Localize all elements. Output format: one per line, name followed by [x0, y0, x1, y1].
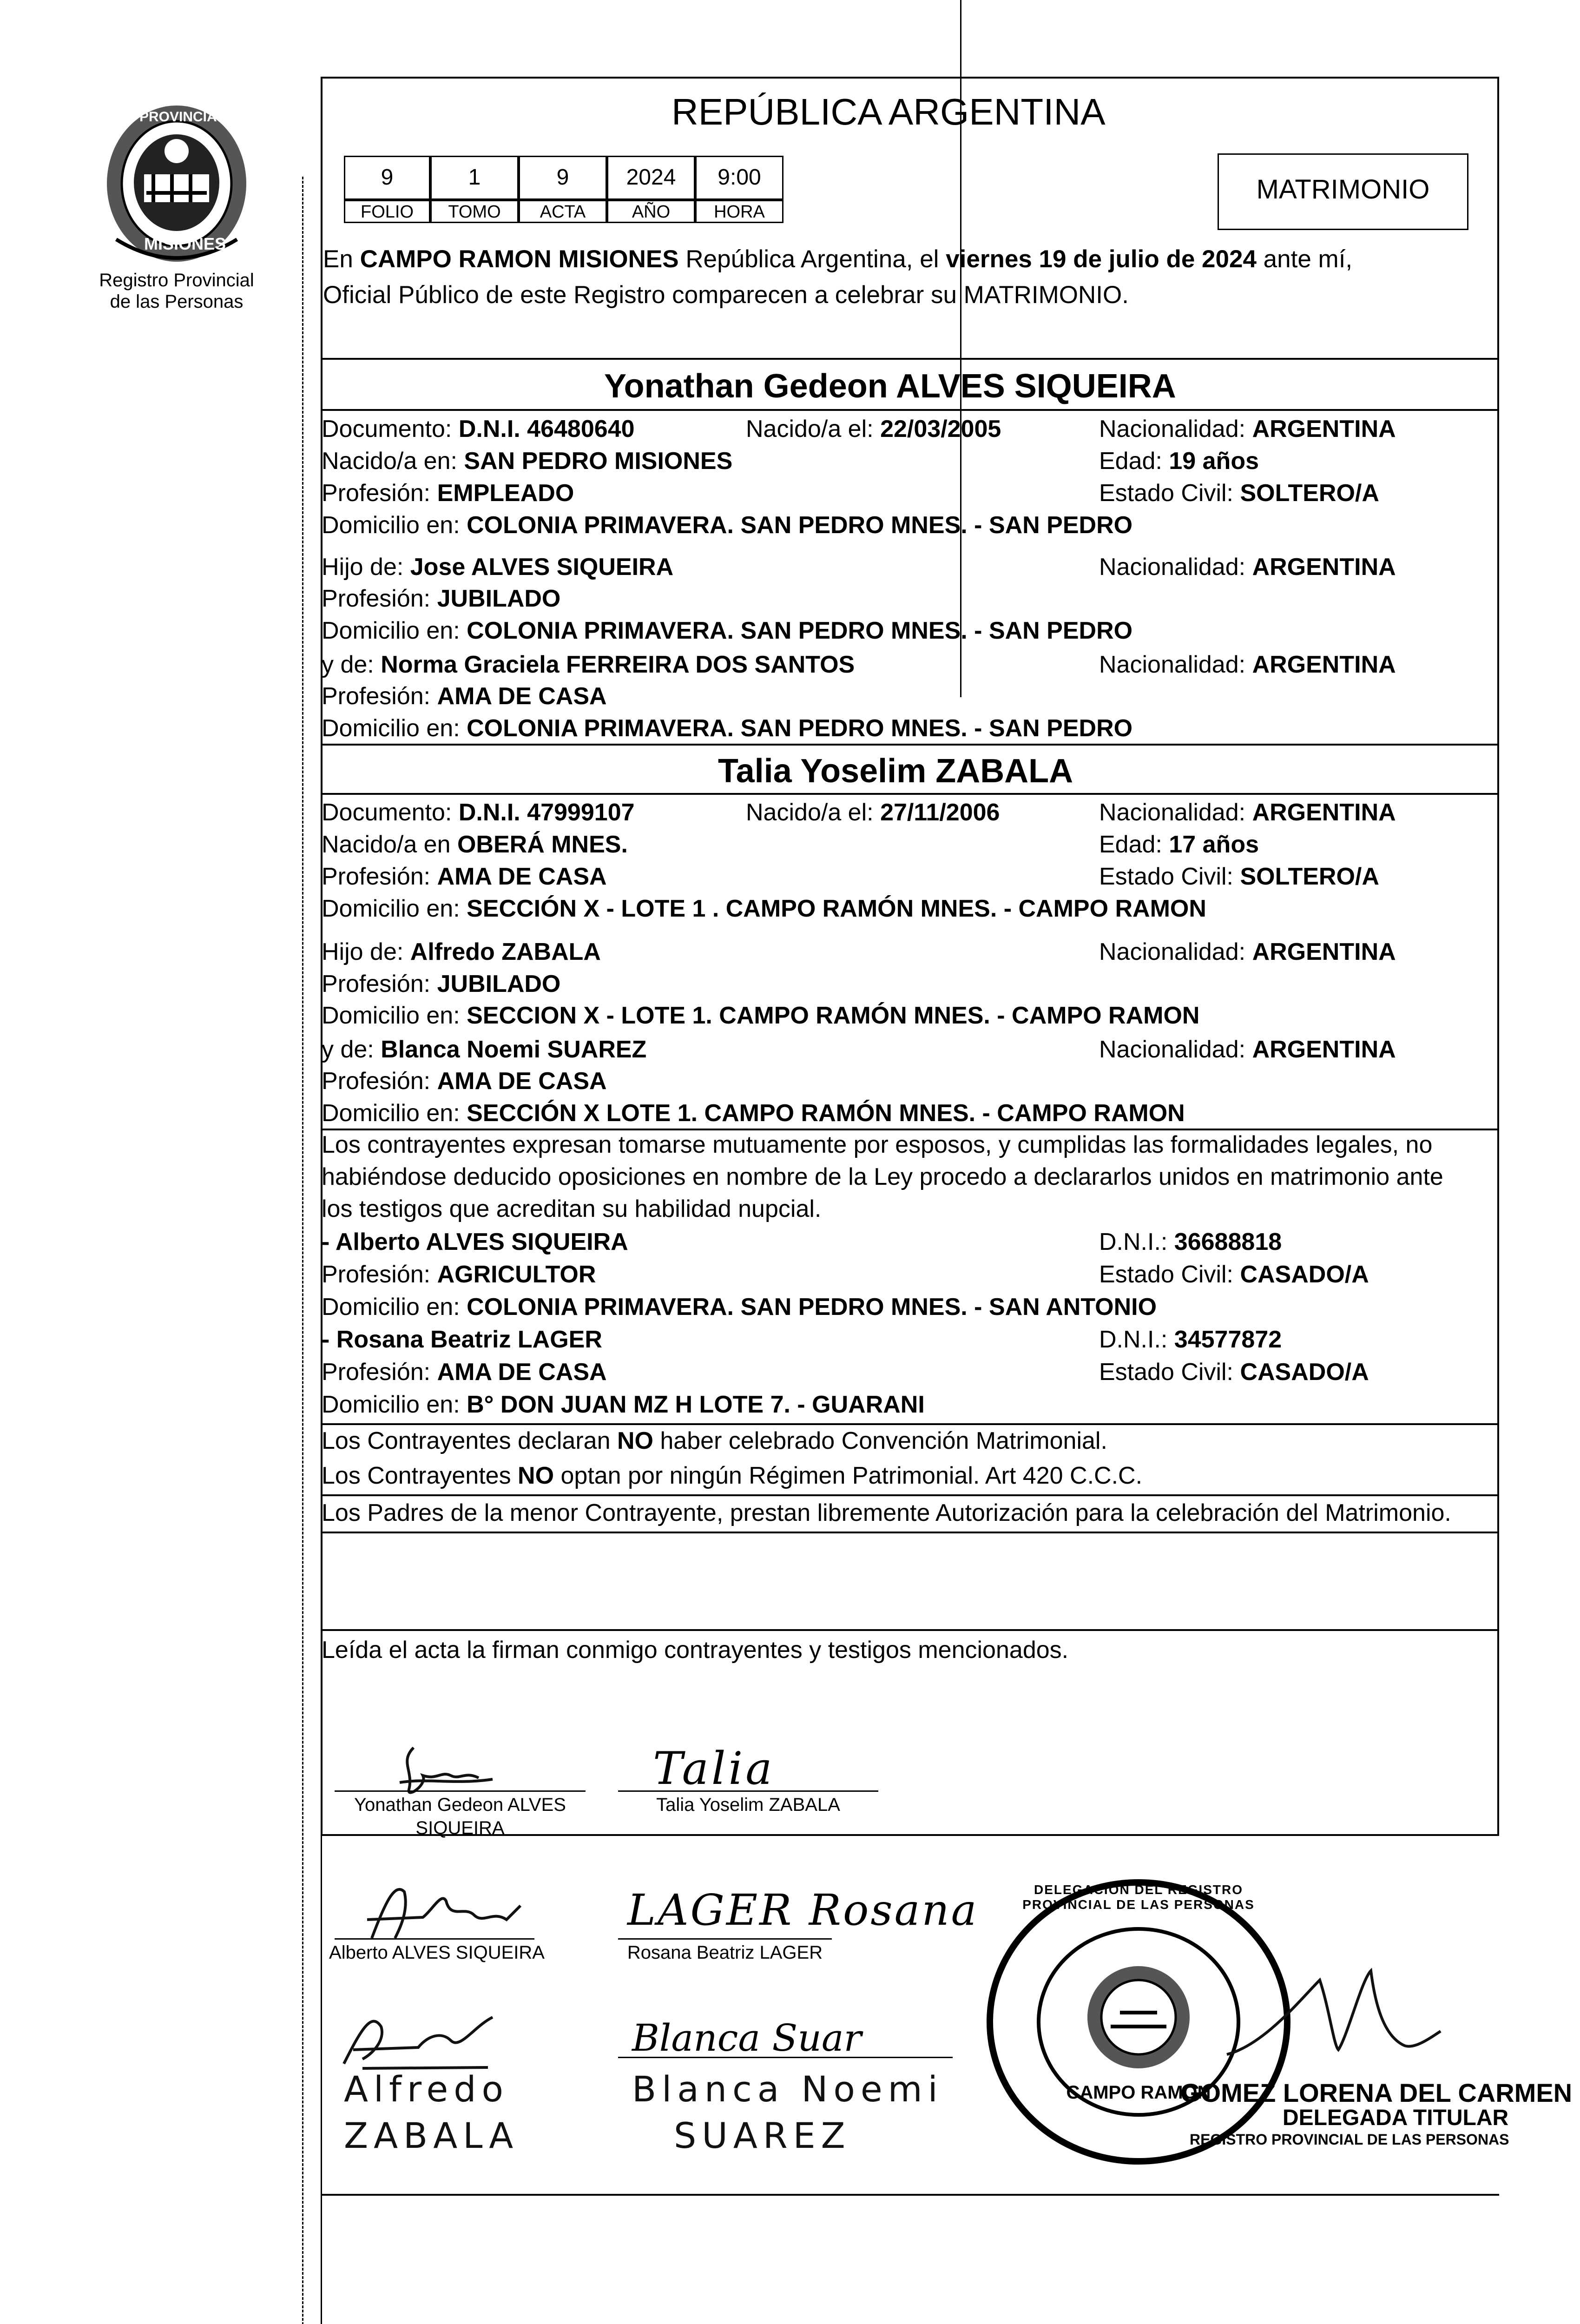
- groom-documento-value: D.N.I. 46480640: [458, 416, 635, 442]
- bride-mother-name: [322, 1036, 646, 1063]
- left-margin-line-2: [321, 1836, 322, 2324]
- witness-2-signature: LAGER Rosana: [627, 1885, 979, 1935]
- groom-mother-name-value: Norma Graciela FERREIRA DOS SANTOS: [381, 651, 855, 678]
- label-domicilio: Domicilio en:: [322, 1294, 460, 1320]
- groom-father-profession-value: JUBILADO: [437, 585, 561, 612]
- anio-value: 2024: [607, 156, 695, 200]
- emblem-caption-line1: Registro Provincial: [99, 270, 254, 290]
- bride-name: Talia Yoselim ZABALA: [718, 753, 1073, 790]
- groom-mother-address: [322, 714, 1132, 742]
- bride-mother-address-value: SECCIÓN X LOTE 1. CAMPO RAMÓN MNES. - CAMPO RAMON: [467, 1100, 1185, 1127]
- groom-nationality: [1099, 415, 1396, 443]
- label-nacido-en: Nacido/a en: [322, 831, 451, 858]
- label-estado-civil: Estado Civil:: [1099, 863, 1233, 890]
- bride-profession-value: AMA DE CASA: [437, 863, 607, 890]
- groom-caption-line1: Yonathan Gedeon ALVES: [354, 1795, 566, 1815]
- declaration-line-2: habiéndose deducido oposiciones en nombre de la Ley procedo a declararlos unidos en matrimonio ante: [322, 1163, 1443, 1190]
- witness-1-address: [322, 1293, 1157, 1321]
- groom-mother-name: [322, 651, 855, 679]
- bride-signature: Talia: [653, 1743, 775, 1795]
- note-regime-text-2: optan por ningún Régimen Patrimonial. Art 420 C.C.C.: [554, 1462, 1143, 1489]
- witness-1-profession-value: AGRICULTOR: [437, 1261, 596, 1288]
- bride-birthdate: [746, 799, 1000, 826]
- document-title: REPÚBLICA ARGENTINA: [672, 91, 1106, 132]
- label-dni: D.N.I.:: [1099, 1228, 1168, 1255]
- witness-2-profession: [322, 1358, 607, 1386]
- bride-age-value: 17 años: [1169, 831, 1259, 858]
- label-nacionalidad: Nacionalidad:: [1099, 799, 1246, 826]
- section-divider: [321, 358, 1499, 360]
- label-edad: Edad:: [1099, 831, 1162, 858]
- label-hijo-de: Hijo de:: [322, 938, 404, 965]
- witness-1-address-value: COLONIA PRIMAVERA. SAN PEDRO MNES. - SAN ANTONIO: [467, 1294, 1157, 1320]
- bride-mother-profession-value: AMA DE CASA: [437, 1068, 607, 1095]
- groom-mother-profession: [322, 682, 607, 710]
- stamp-ring-text: DELEGACIÓN DEL REGISTRO PROVINCIAL DE LAS PERSONAS: [1022, 1882, 1255, 1912]
- label-dni: D.N.I.:: [1099, 1326, 1168, 1353]
- bride-civil-status: [1099, 863, 1379, 891]
- bride-mother-profession: [322, 1067, 607, 1095]
- seal-ring-top-text: PROVINCIA DE: [139, 109, 240, 125]
- bride-father-name: [322, 938, 601, 966]
- label-estado-civil: Estado Civil:: [1099, 480, 1233, 507]
- witness-2-civil-status: [1099, 1358, 1369, 1386]
- label-profesion: Profesión:: [322, 480, 431, 507]
- groom-mother-profession-value: AMA DE CASA: [437, 683, 607, 710]
- label-domicilio: Domicilio en:: [322, 895, 460, 922]
- emblem-caption-line2: de las Personas: [110, 291, 244, 312]
- groom-father-address-value: COLONIA PRIMAVERA. SAN PEDRO MNES. - SAN PEDRO: [467, 617, 1133, 644]
- note-regime-text-1: Los Contrayentes: [322, 1462, 518, 1489]
- act-type: MATRIMONIO: [1256, 174, 1430, 205]
- stamp-inner-text: CAMPO RAMON: [1066, 2082, 1211, 2103]
- groom-nationality-value: ARGENTINA: [1252, 416, 1396, 442]
- label-y-de: y de:: [322, 1036, 374, 1063]
- groom-caption-line2: SIQUEIRA: [415, 1818, 505, 1838]
- label-profesion: Profesión:: [322, 1068, 431, 1095]
- label-nacionalidad: Nacionalidad:: [1099, 554, 1246, 581]
- groom-birthplace-value: SAN PEDRO MISIONES: [464, 448, 733, 475]
- label-nacido-el: Nacido/a el:: [746, 799, 874, 826]
- official-registry: REGISTRO PROVINCIAL DE LAS PERSONAS: [1190, 2131, 1509, 2148]
- tomo-caption: TOMO: [430, 200, 519, 223]
- label-nacionalidad: Nacionalidad:: [1099, 416, 1246, 442]
- witness-2-profession-value: AMA DE CASA: [437, 1359, 607, 1386]
- father-signature: [335, 1999, 511, 2078]
- bride-nationality-value: ARGENTINA: [1252, 799, 1396, 826]
- label-domicilio: Domicilio en:: [322, 617, 460, 644]
- witness-2-dni-value: 34577872: [1174, 1326, 1282, 1353]
- groom-father-nationality-value: ARGENTINA: [1252, 554, 1396, 581]
- label-profesion: Profesión:: [322, 683, 431, 710]
- bride-address-value: SECCIÓN X - LOTE 1 . CAMPO RAMÓN MNES. - CAMPO RAMON: [467, 895, 1206, 922]
- note-regime: [322, 1462, 1142, 1490]
- signature-line: [335, 1790, 586, 1792]
- section-divider: [321, 1129, 1499, 1130]
- hora-caption: HORA: [695, 200, 783, 223]
- label-documento: Documento:: [322, 799, 452, 826]
- groom-civil-status: [1099, 479, 1379, 507]
- father-handwritten-name-2: ZABALA: [344, 2115, 519, 2156]
- groom-birthplace: [322, 447, 732, 475]
- bride-birthdate-value: 27/11/2006: [880, 799, 1000, 826]
- groom-civil-status-value: SOLTERO/A: [1240, 480, 1379, 507]
- bride-mother-address: [322, 1099, 1185, 1127]
- bride-mother-nationality-value: ARGENTINA: [1252, 1036, 1396, 1063]
- note-convention-text-2: haber celebrado Convención Matrimonial.: [653, 1427, 1107, 1454]
- bride-mother-nationality: [1099, 1036, 1396, 1063]
- section-divider: [321, 2194, 1499, 2196]
- label-nacionalidad: Nacionalidad:: [1099, 938, 1246, 965]
- section-divider: [321, 1494, 1499, 1496]
- witness-1-dni: [1099, 1228, 1282, 1256]
- groom-mother-nationality-value: ARGENTINA: [1252, 651, 1396, 678]
- groom-address-value: COLONIA PRIMAVERA. SAN PEDRO MNES. - SAN PEDRO: [467, 512, 1133, 539]
- witness-2-civil-status-value: CASADO/A: [1240, 1359, 1369, 1386]
- groom-father-nationality: [1099, 553, 1396, 581]
- label-nacido-el: Nacido/a el:: [746, 416, 874, 442]
- note-convention-no: NO: [617, 1427, 653, 1454]
- groom-mother-nationality: [1099, 651, 1396, 679]
- witness-2-dni: [1099, 1326, 1282, 1353]
- acta-value: 9: [519, 156, 607, 200]
- groom-birthdate-value: 22/03/2005: [880, 416, 1001, 442]
- bride-signature-caption: Talia Yoselim ZABALA: [656, 1795, 840, 1815]
- groom-address: [322, 511, 1132, 539]
- bride-documento-value: D.N.I. 47999107: [458, 799, 635, 826]
- bride-father-nationality: [1099, 938, 1396, 966]
- bride-nationality: [1099, 799, 1396, 826]
- folio-value: 9: [344, 156, 430, 200]
- acta-caption: ACTA: [519, 200, 607, 223]
- bride-father-name-value: Alfredo ZABALA: [410, 938, 601, 965]
- ceremony-date: viernes 19 de julio de 2024: [946, 245, 1257, 273]
- hora-value: 9:00: [695, 156, 783, 200]
- label-estado-civil: Estado Civil:: [1099, 1261, 1233, 1288]
- groom-father-profession: [322, 585, 560, 613]
- groom-age-value: 19 años: [1169, 448, 1259, 475]
- intro-line-2: Oficial Público de este Registro comparecen a celebrar su MATRIMONIO.: [323, 281, 1129, 309]
- witness-2-name: - Rosana Beatriz LAGER: [322, 1326, 602, 1353]
- groom-mother-address-value: COLONIA PRIMAVERA. SAN PEDRO MNES. - SAN PEDRO: [467, 715, 1133, 742]
- section-divider: [321, 1629, 1499, 1631]
- bride-birthplace-value: OBERÁ MNES.: [457, 831, 628, 858]
- note-regime-no: NO: [518, 1462, 554, 1489]
- groom-documento: [322, 415, 635, 443]
- witness-2-signature-caption: Rosana Beatriz LAGER: [627, 1942, 823, 1963]
- closing-statement: Leída el acta la firman conmigo contrayentes y testigos mencionados.: [322, 1637, 1069, 1664]
- bride-father-address-value: SECCION X - LOTE 1. CAMPO RAMÓN MNES. - CAMPO RAMON: [467, 1002, 1200, 1029]
- intro-line-1: [323, 245, 1352, 273]
- mother-signature: Blanca Suar: [632, 2016, 862, 2060]
- mother-handwritten-name-1: Blanca Noemi: [632, 2068, 943, 2110]
- groom-profession-value: EMPLEADO: [437, 480, 574, 507]
- label-profesion: Profesión:: [322, 971, 431, 997]
- intro-text-2: República Argentina, el: [678, 245, 946, 273]
- groom-profession: [322, 479, 574, 507]
- bride-mother-name-value: Blanca Noemi SUAREZ: [381, 1036, 647, 1063]
- witness-1-signature: [353, 1873, 539, 1948]
- witness-1-name: - Alberto ALVES SIQUEIRA: [322, 1228, 628, 1255]
- witness-1-signature-caption: Alberto ALVES SIQUEIRA: [329, 1942, 545, 1963]
- label-domicilio: Domicilio en:: [322, 1002, 460, 1029]
- groom-signature-caption: [325, 1793, 595, 1840]
- label-documento: Documento:: [322, 416, 452, 442]
- section-divider: [321, 409, 1499, 411]
- signature-line: [335, 1938, 534, 1940]
- label-edad: Edad:: [1099, 448, 1162, 475]
- note-convention: [322, 1427, 1107, 1455]
- label-profesion: Profesión:: [322, 1359, 431, 1386]
- label-profesion: Profesión:: [322, 1261, 431, 1288]
- groom-name: Yonathan Gedeon ALVES SIQUEIRA: [604, 368, 1176, 405]
- bride-father-nationality-value: ARGENTINA: [1252, 938, 1396, 965]
- province-emblem: [88, 100, 265, 267]
- groom-father-name: [322, 553, 673, 581]
- witness-1-dni-value: 36688818: [1174, 1228, 1282, 1255]
- bride-address: [322, 895, 1206, 923]
- ceremony-place: CAMPO RAMON MISIONES: [360, 245, 679, 273]
- label-domicilio: Domicilio en:: [322, 1100, 460, 1127]
- label-nacionalidad: Nacionalidad:: [1099, 1036, 1246, 1063]
- groom-father-name-value: Jose ALVES SIQUEIRA: [410, 554, 674, 581]
- bride-profession: [322, 863, 607, 891]
- bride-age: [1099, 831, 1259, 858]
- witness-2-address: [322, 1391, 925, 1419]
- signature-line: [618, 2057, 953, 2058]
- official-role: DELEGADA TITULAR: [1283, 2106, 1509, 2130]
- note-parents: Los Padres de la menor Contrayente, prestan libremente Autorización para la celebración del Matrimonio.: [322, 1499, 1451, 1526]
- label-domicilio: Domicilio en:: [322, 512, 460, 539]
- tomo-value: 1: [430, 156, 519, 200]
- label-estado-civil: Estado Civil:: [1099, 1359, 1233, 1386]
- bride-documento: [322, 799, 635, 826]
- note-convention-text-1: Los Contrayentes declaran: [322, 1427, 617, 1454]
- label-nacionalidad: Nacionalidad:: [1099, 651, 1246, 678]
- left-margin-line: [302, 177, 303, 2324]
- label-domicilio: Domicilio en:: [322, 1391, 460, 1418]
- witness-1-civil-status: [1099, 1261, 1369, 1288]
- bride-father-address: [322, 1002, 1199, 1030]
- bride-father-profession: [322, 970, 560, 998]
- official-name: GOMEZ LORENA DEL CARMEN: [1180, 2078, 1573, 2107]
- section-divider: [321, 793, 1499, 795]
- signature-line: [618, 1938, 832, 1940]
- label-domicilio: Domicilio en:: [322, 715, 460, 742]
- groom-age: [1099, 447, 1259, 475]
- section-divider: [321, 744, 1499, 746]
- anio-caption: AÑO: [607, 200, 695, 223]
- signature-line: [618, 1790, 878, 1792]
- section-divider: [321, 1532, 1499, 1533]
- label-hijo-de: Hijo de:: [322, 554, 404, 581]
- seal-ring-bottom-text: MISIONES: [144, 234, 226, 253]
- official-signature: [1208, 1952, 1450, 2073]
- groom-birthdate: [746, 415, 1001, 443]
- intro-text-1: En: [323, 245, 360, 273]
- label-profesion: Profesión:: [322, 585, 431, 612]
- groom-father-address: [322, 617, 1132, 645]
- emblem-caption: [79, 270, 274, 312]
- label-profesion: Profesión:: [322, 863, 431, 890]
- mother-handwritten-name-2: SUAREZ: [674, 2115, 851, 2156]
- father-handwritten-name-1: Alfredo: [344, 2068, 509, 2110]
- label-nacido-en: Nacido/a en:: [322, 448, 457, 475]
- declaration-line-1: Los contrayentes expresan tomarse mutuamente por esposos, y cumplidas las formalidades legales, no: [322, 1131, 1433, 1158]
- bride-birthplace: [322, 831, 628, 858]
- witness-2-address-value: B° DON JUAN MZ H LOTE 7. - GUARANI: [467, 1391, 925, 1418]
- folio-caption: FOLIO: [344, 200, 430, 223]
- label-y-de: y de:: [322, 651, 374, 678]
- witness-1-civil-status-value: CASADO/A: [1240, 1261, 1369, 1288]
- declaration-line-3: los testigos que acreditan su habilidad nupcial.: [322, 1195, 822, 1222]
- section-divider: [321, 1423, 1499, 1425]
- witness-1-profession: [322, 1261, 596, 1288]
- bride-civil-status-value: SOLTERO/A: [1240, 863, 1379, 890]
- bride-father-profession-value: JUBILADO: [437, 971, 561, 997]
- intro-text-3: ante mí,: [1256, 245, 1353, 273]
